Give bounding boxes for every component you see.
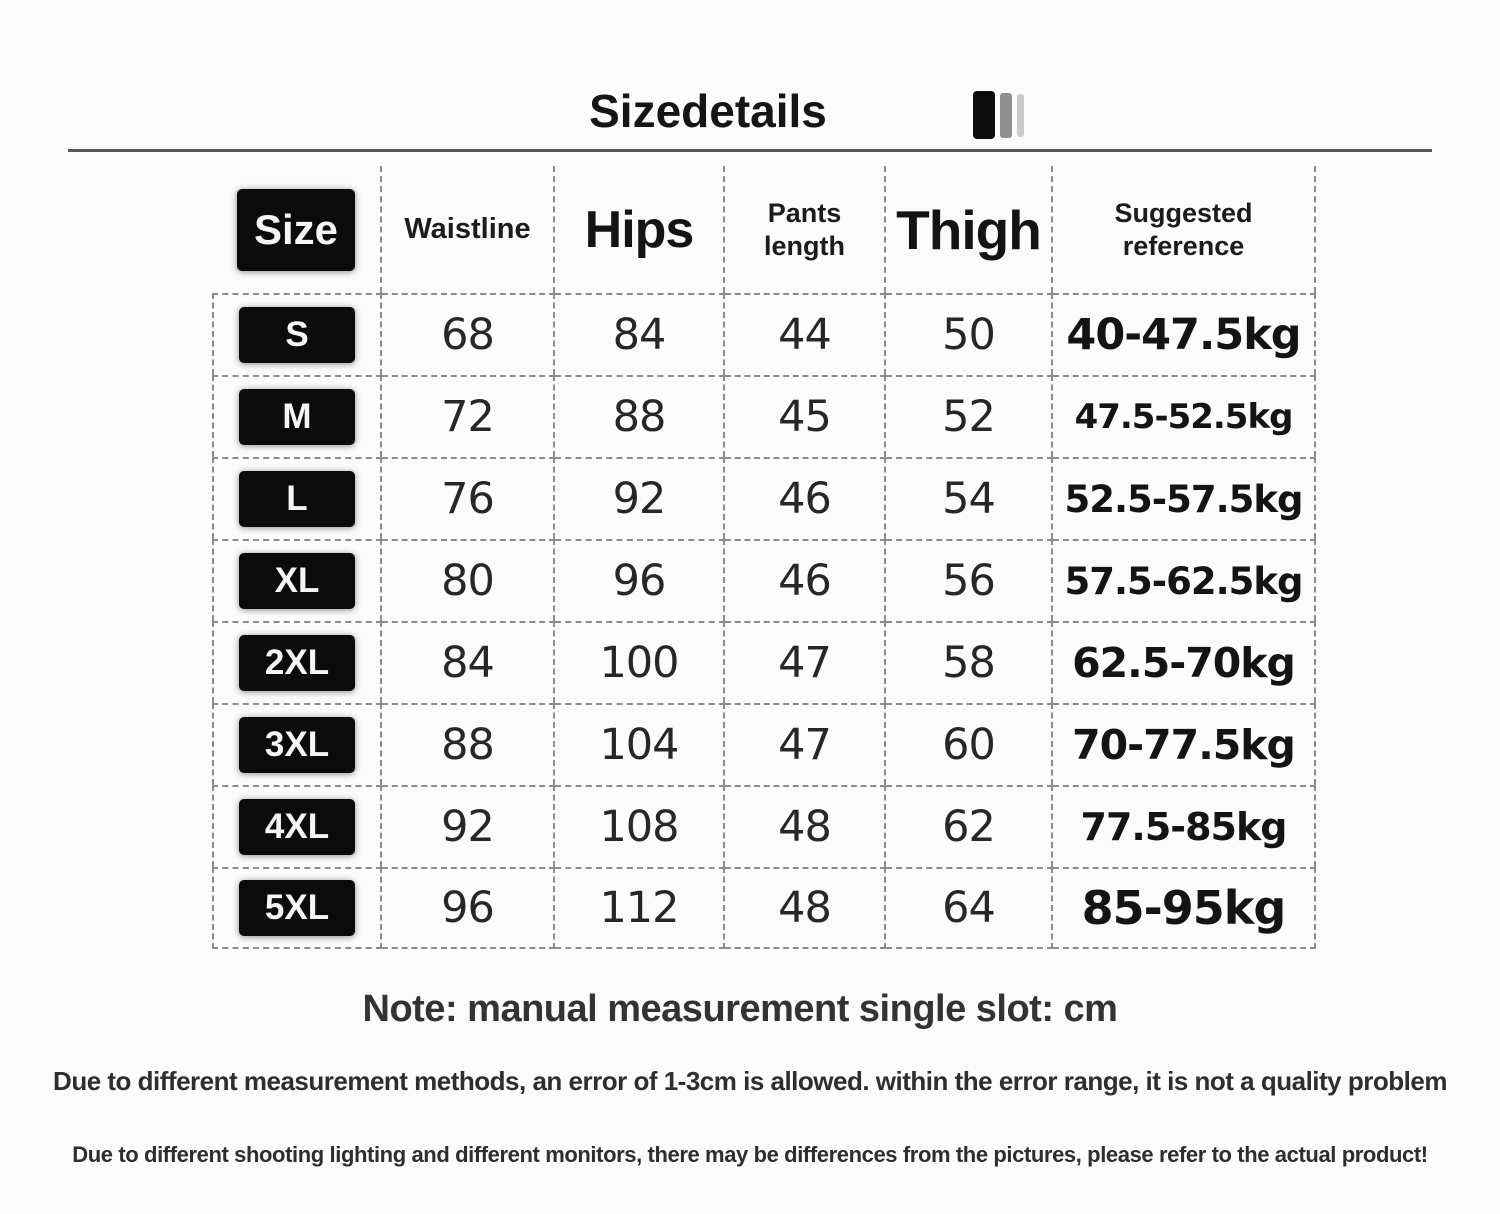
table-row-l [212, 457, 1316, 539]
pants-length-value: 48 [725, 785, 886, 867]
header-suggested-reference: Suggested reference [1053, 166, 1316, 293]
size-badge: M [239, 389, 355, 445]
suggested-reference-value: 70-77.5kg [1053, 703, 1316, 785]
size-header-badge: Size [237, 189, 355, 271]
hips-value: 96 [555, 539, 725, 621]
table-header-row [212, 166, 1316, 293]
bar-gray [1000, 93, 1012, 138]
thigh-value: 52 [886, 375, 1053, 457]
suggested-reference-value: 47.5-52.5kg [1053, 375, 1316, 457]
pants-length-value: 45 [725, 375, 886, 457]
size-cell [212, 621, 382, 703]
table-row-m [212, 375, 1316, 457]
pants-length-value: 48 [725, 867, 886, 949]
pants-length-value: 46 [725, 457, 886, 539]
hips-value: 88 [555, 375, 725, 457]
size-table [212, 166, 1316, 949]
suggested-reference-value: 85-95kg [1053, 867, 1316, 949]
pants-length-value: 47 [725, 621, 886, 703]
waistline-value: 88 [382, 703, 555, 785]
size-cell [212, 703, 382, 785]
thigh-value: 64 [886, 867, 1053, 949]
table-row-s [212, 293, 1316, 375]
header-hips: Hips [555, 166, 725, 293]
thigh-value: 54 [886, 457, 1053, 539]
waistline-value: 80 [382, 539, 555, 621]
table-row-3xl [212, 703, 1316, 785]
note-display-difference: Due to different shooting lighting and different monitors, there may be differences from the pictures, please refer to the actual product! [72, 1142, 1428, 1167]
size-badge: S [239, 307, 355, 363]
size-badge: 3XL [239, 717, 355, 773]
title-divider [68, 149, 1432, 152]
page-title: Sizedetails [589, 85, 827, 137]
header-thigh: Thigh [886, 166, 1053, 293]
waistline-value: 84 [382, 621, 555, 703]
bar-black [973, 91, 995, 139]
hips-value: 104 [555, 703, 725, 785]
hips-value: 112 [555, 867, 725, 949]
hips-value: 100 [555, 621, 725, 703]
bar-lightgray [1017, 94, 1024, 137]
note-error-tolerance: Due to different measurement methods, an error of 1-3cm is allowed. within the error range, it is not a quality problem [53, 1066, 1447, 1096]
header-size [212, 166, 382, 293]
note-measurement-unit: Note: manual measurement single slot: cm [362, 988, 1118, 1030]
table-row-xl [212, 539, 1316, 621]
size-cell [212, 785, 382, 867]
pants-length-value: 47 [725, 703, 886, 785]
thigh-value: 60 [886, 703, 1053, 785]
header-pants-length: Pants length [725, 166, 886, 293]
table-row-2xl [212, 621, 1316, 703]
table-row-5xl [212, 867, 1316, 949]
thigh-value: 62 [886, 785, 1053, 867]
suggested-reference-value: 77.5-85kg [1053, 785, 1316, 867]
waistline-value: 68 [382, 293, 555, 375]
pants-length-value: 46 [725, 539, 886, 621]
size-badge: 5XL [239, 880, 355, 936]
suggested-reference-value: 57.5-62.5kg [1053, 539, 1316, 621]
size-badge: 2XL [239, 635, 355, 691]
size-cell [212, 375, 382, 457]
size-cell [212, 539, 382, 621]
size-badge: 4XL [239, 799, 355, 855]
waistline-value: 76 [382, 457, 555, 539]
size-cell [212, 867, 382, 949]
waistline-value: 92 [382, 785, 555, 867]
size-cell [212, 293, 382, 375]
pants-length-value: 44 [725, 293, 886, 375]
size-badge: L [239, 471, 355, 527]
barcode-bars-icon [973, 91, 1024, 139]
thigh-value: 58 [886, 621, 1053, 703]
table-row-4xl [212, 785, 1316, 867]
waistline-value: 96 [382, 867, 555, 949]
suggested-reference-value: 40-47.5kg [1053, 293, 1316, 375]
waistline-value: 72 [382, 375, 555, 457]
suggested-reference-value: 52.5-57.5kg [1053, 457, 1316, 539]
size-badge: XL [239, 553, 355, 609]
hips-value: 92 [555, 457, 725, 539]
hips-value: 84 [555, 293, 725, 375]
hips-value: 108 [555, 785, 725, 867]
thigh-value: 56 [886, 539, 1053, 621]
thigh-value: 50 [886, 293, 1053, 375]
suggested-reference-value: 62.5-70kg [1053, 621, 1316, 703]
size-cell [212, 457, 382, 539]
header-waistline: Waistline [382, 166, 555, 293]
